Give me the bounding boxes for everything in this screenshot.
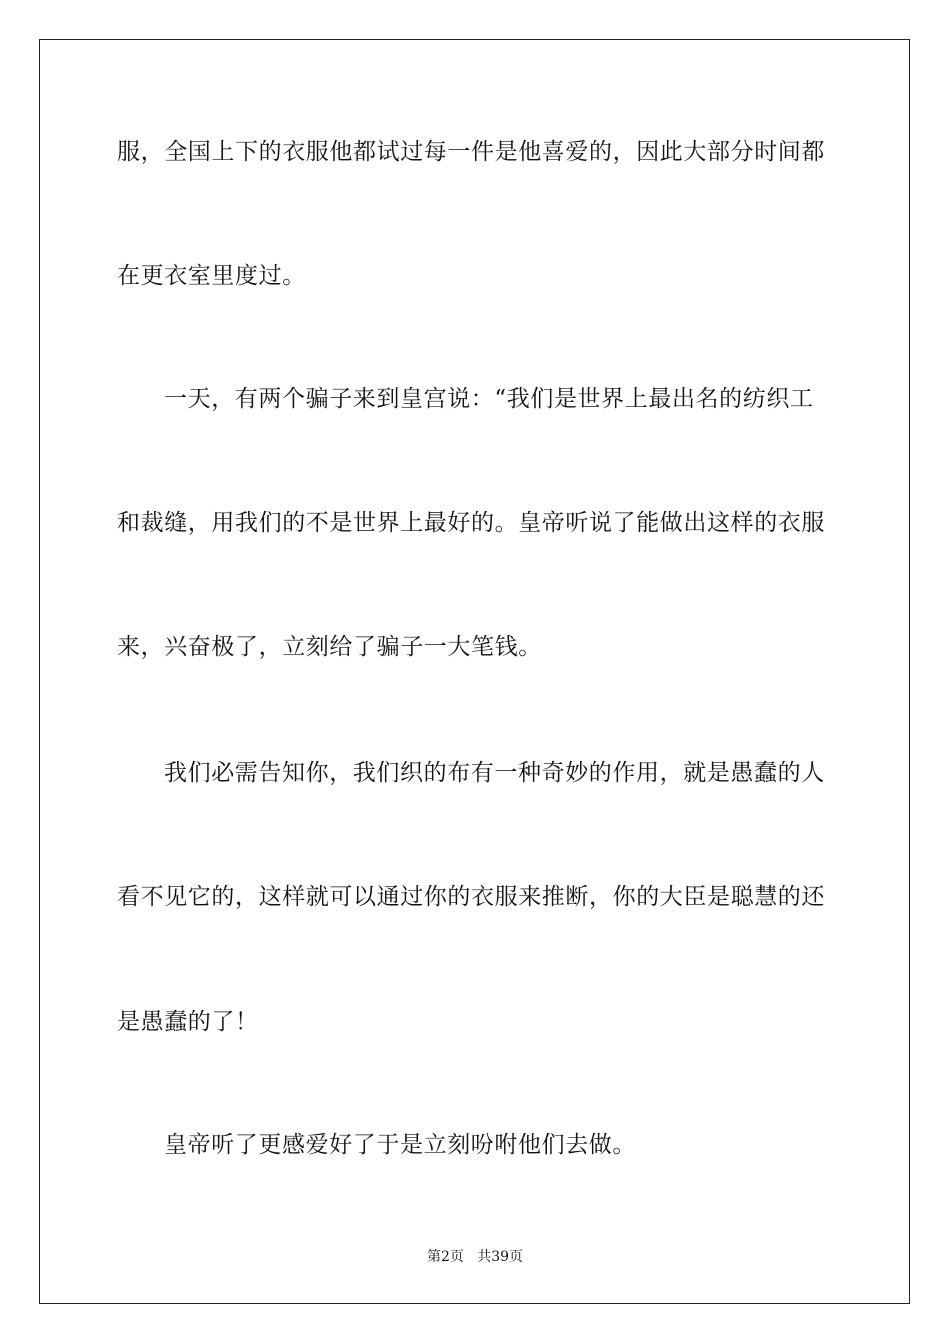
- text-line-5: 来，兴奋极了，立刻给了骗子一大笔钱。: [117, 634, 542, 660]
- text-line-2: 在更衣室里度过。: [117, 263, 306, 289]
- text-line-9: 皇帝听了更感爱好了于是立刻吩咐他们去做。: [164, 1132, 636, 1158]
- text-line-1: 服，全国上下的衣服他都试过每一件是他喜爱的，因此大部分时间都: [117, 139, 825, 165]
- page-border: [39, 39, 910, 1304]
- text-line-8: 是愚蠢的了！: [117, 1009, 259, 1035]
- text-line-7: 看不见它的，这样就可以通过你的衣服来推断，你的大臣是聪慧的还: [117, 884, 825, 910]
- text-line-6: 我们必需告知你，我们织的布有一种奇妙的作用，就是愚蠢的人: [164, 760, 825, 786]
- text-line-3: 一天，有两个骗子来到皇宫说：“我们是世界上最出名的纺织工: [164, 386, 814, 412]
- text-line-4: 和裁缝，用我们的不是世界上最好的。皇帝听说了能做出这样的衣服: [117, 510, 825, 536]
- page-number-footer: 第2页 共39页: [426, 1249, 524, 1265]
